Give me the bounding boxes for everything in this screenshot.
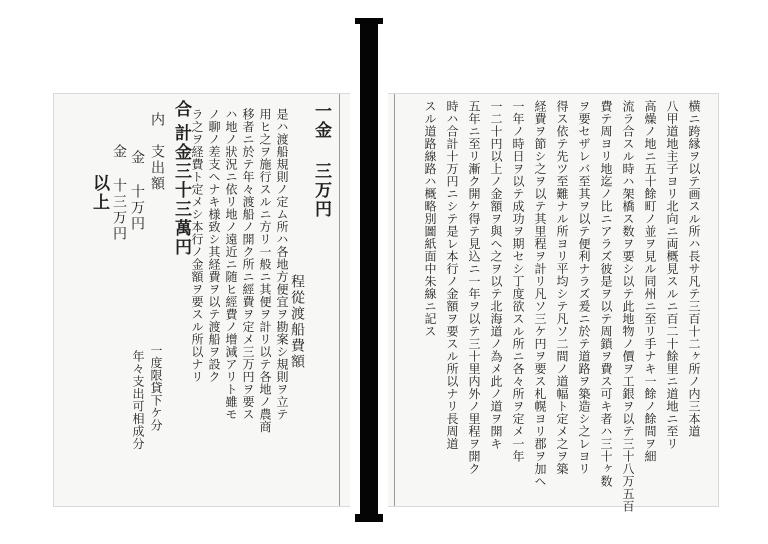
right-body-line: 費テ周ヨリ地迄ノ比ニアラズ彼是ヲ以テ周鎖ヲ費ス可キ者ハ三十ヶ数 [599,100,613,488]
right-body-line: 経費ヲ節シ之ヲ以テ其里程ヲ計リ凡ソ三ケ円ヲ要ス札幌ヨリ郡ヲ加ヘ [533,100,547,488]
left-body-line: ハ地ノ狀況ニ依リ地ノ遠近ニ随ヒ經費ノ增減アリト雖モ [224,108,238,421]
right-body-line: 時ハ合計十万円ニシテ是レ本行ノ金額ヲ要スル所以ナリ長周道 [445,100,459,450]
left-body-line: 移者ニ於テ年々渡船ノ開ク所ニ經費ヲ定メ三万円ヲ要ス [241,108,255,421]
book-spine-bottom [355,514,383,522]
book-spine-top [355,18,383,24]
right-body-line: 流ラ合スル時ハ架橋ス数ヲ要シ以テ此地物ノ價ヲ工銀ヲ以テ三十八万五百 [621,100,635,513]
right-body-line: 得ス依テ先ツ至難ナル所ヨリ平均シテ凡ソ二間ノ道幅ト定メ之ヲ築 [555,100,569,475]
right-body-line: ヲ要セザレバ至其ヲ以テ便利ナラズ爰ニ於テ道路ヲ築造シ之レヨリ [577,100,591,475]
right-body-line: 高燥ノ地ニ五十餘町ノ並ヲ見ル同州ニ至リ手ナキ一餘ノ餘間ヲ細 [643,100,657,463]
left-body-line: 是ハ渡船規則ノ定ム所ハ各地方便宜ヲ勘案シ規則ヲ立テ [275,108,289,421]
left-page-rule [339,94,340,506]
breakdown-item: 金 十三万円 [111,144,127,242]
right-body-line: 八甲道地主子ヨリ北向ニ両概見スルニ百二十餘里ニ道地ニ至リ [665,100,679,450]
payment-note: 一度限貸下ケ分 [149,344,163,432]
right-page [388,93,719,513]
payment-note: 年々支出可相成分 [131,350,145,450]
breakdown-item: 金 十万円 [129,150,145,232]
book-spine [360,22,378,522]
right-body-line: スル道路線路ハ概略別圖紙面中朱線ニ記ス [423,100,437,338]
left-body-line: ラ之ヲ経費ト定メシ本行ノ金額ヲ要スル所以ナリ [190,108,204,383]
right-body-line: 一二十円以上ノ金額ヲ與ヘ之ヲ以テ北海道ノ為メ此ノ道ヲ開キ [489,100,503,450]
left-body-line: ノ聊ノ差支ヘナキ様致シ其経費ヲ以テ渡船ヲ設ク [207,108,221,383]
breakdown-label: 内 [149,112,165,128]
right-page-rule [394,94,395,506]
left-page [53,93,350,507]
total-amount: 計金三十三萬円 [171,124,191,257]
right-body-line: 一年ノ時日ヲ以テ成功ヲ期セシ丁度欲スル所ニ各々所ヲ定メ一年 [511,100,525,463]
total-label: 合 [171,100,191,119]
payments-label: 支出額 [149,144,165,192]
budget-subheading: 程從渡船費額 [289,274,305,370]
budget-heading: 一金 三万円 [311,102,331,219]
left-body-line: 用ヒ之ヲ施行スルニ方リ一般ニ其便ヲ計リ以テ各地ノ農商 [258,108,272,433]
end-mark: 以上 [89,174,109,212]
right-body-line: 五年ニ至リ漸ク開ケ得テ見込ニ一年ヲ以テ三十里内外ノ里程ヲ開ク [467,100,481,475]
right-body-line: 横ニ跨縁ヲ以テ画スル所ハ長サ凡テ三百十二ヶ所ノ内三本道 [687,100,701,438]
